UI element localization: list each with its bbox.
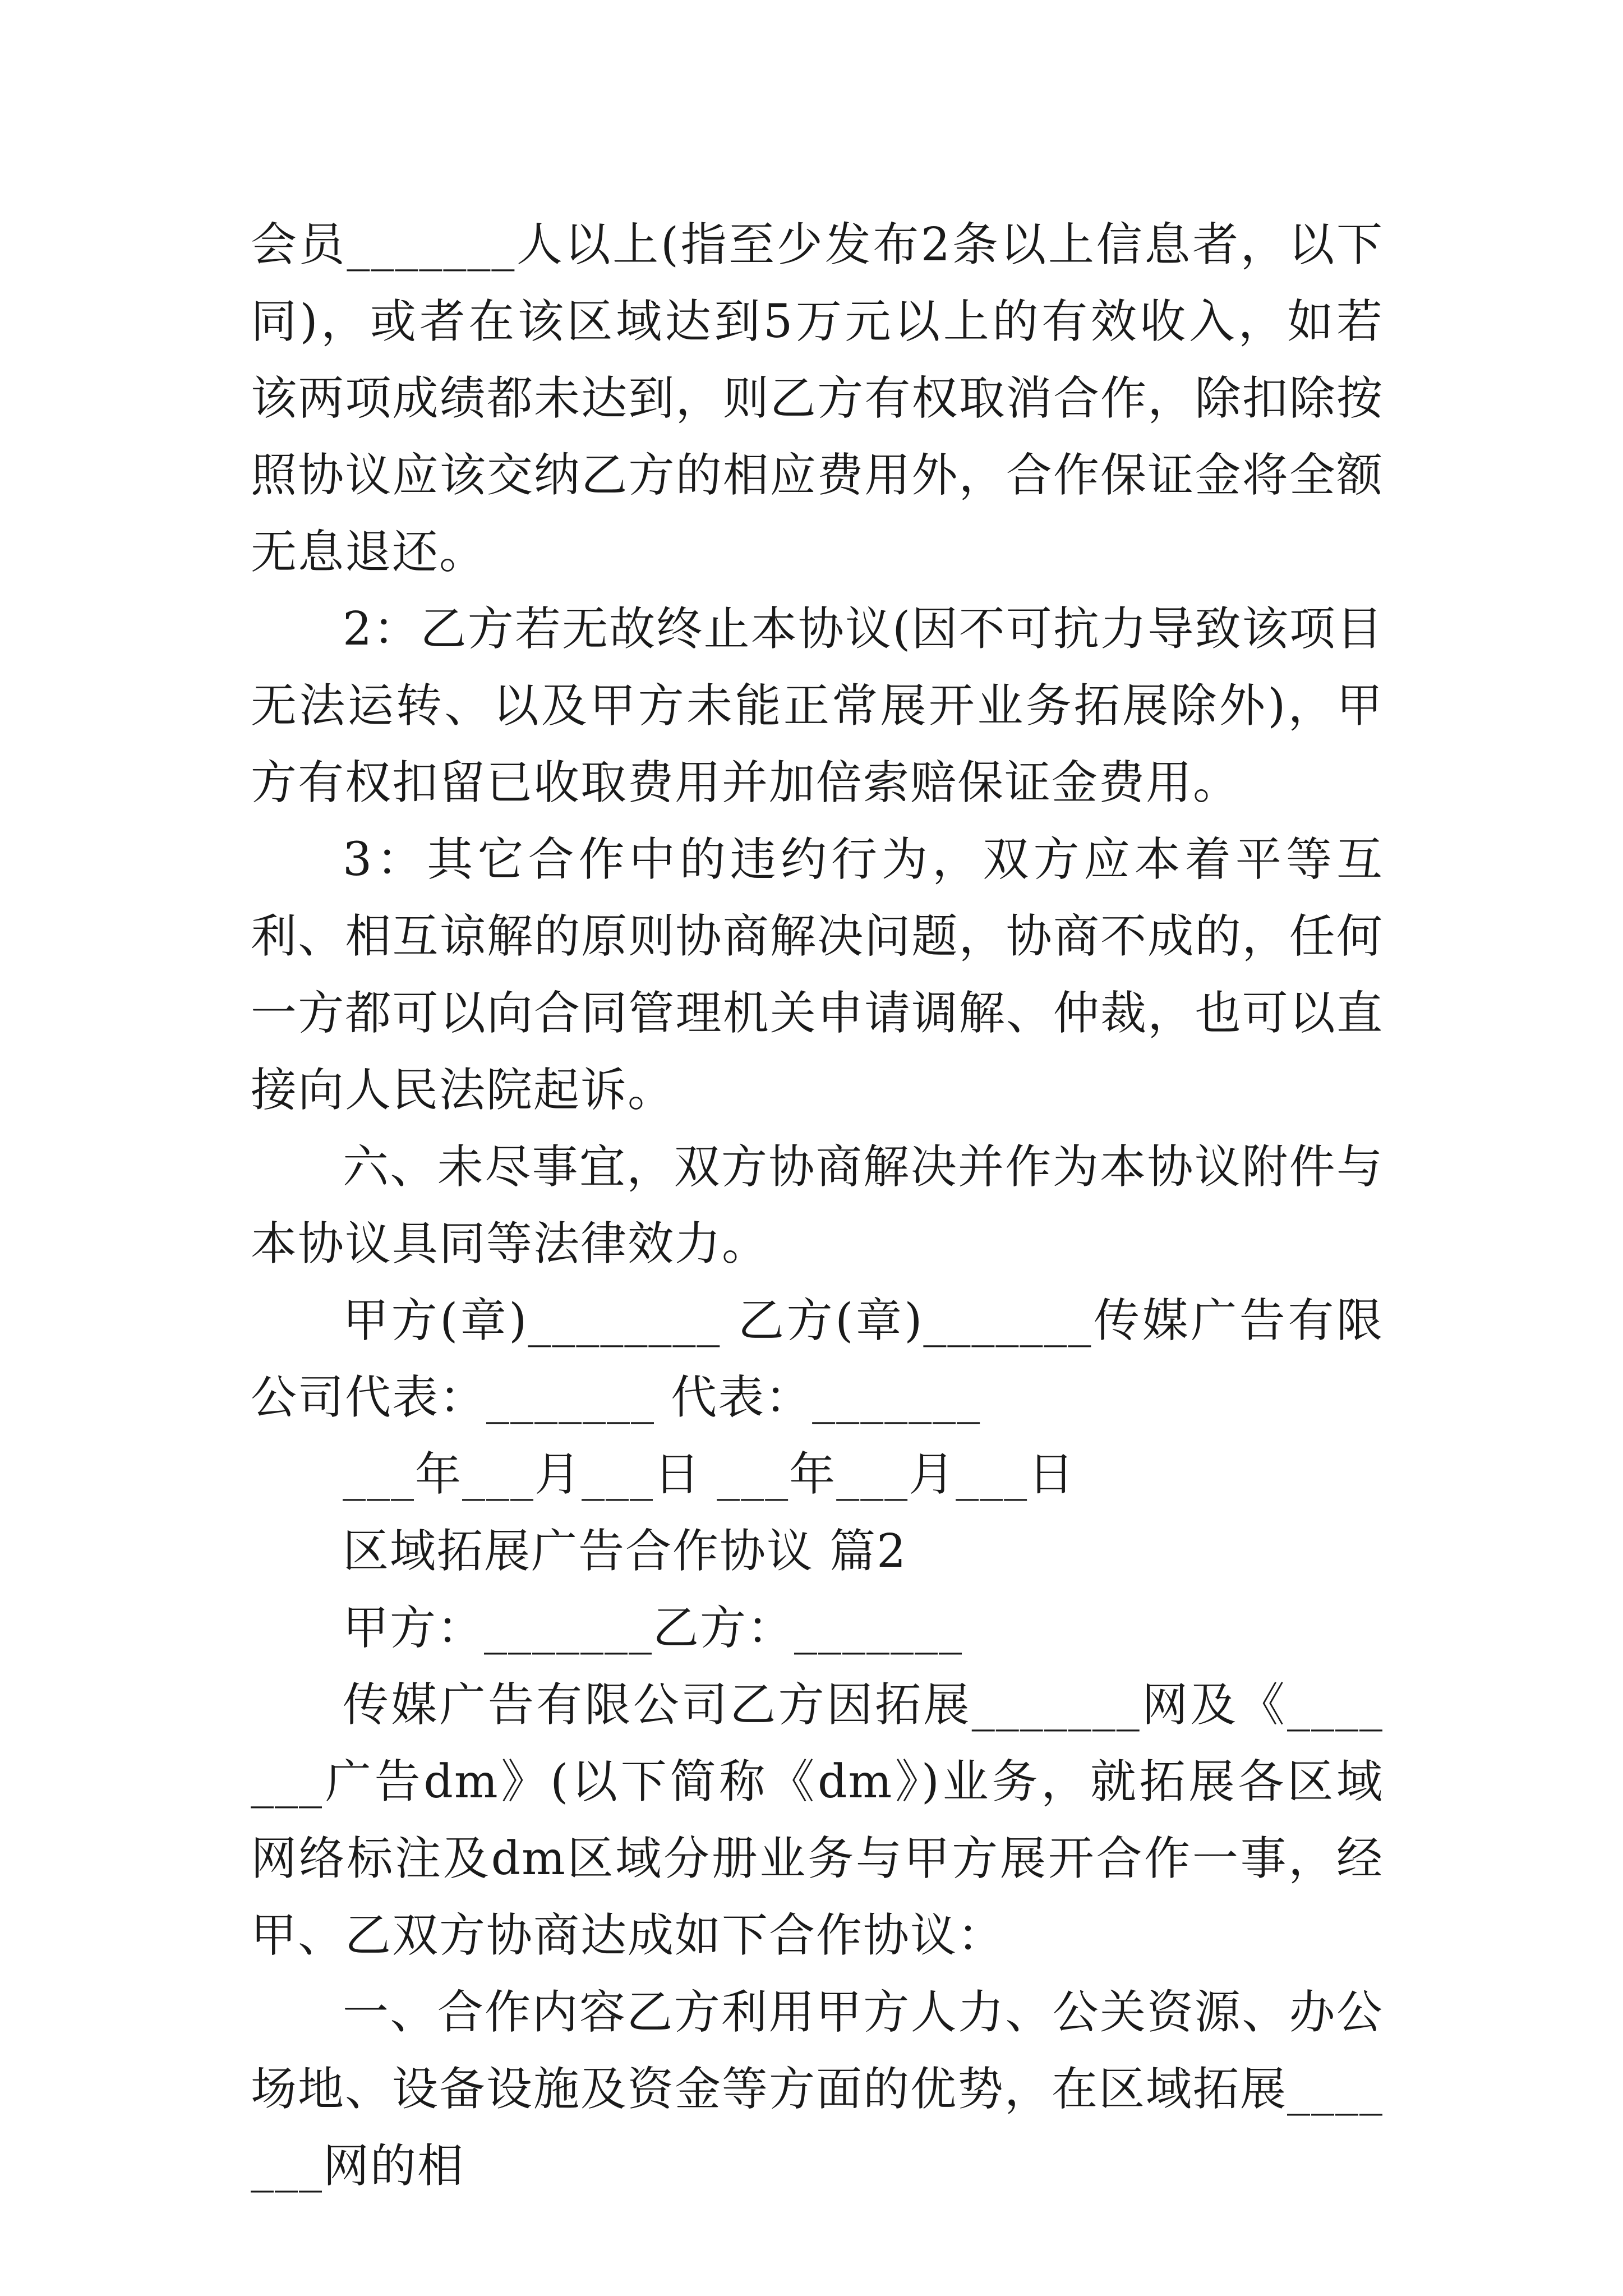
parties-line: 甲方：_______乙方：_______ [343, 1602, 963, 1655]
clause-paragraph-misc: 六、未尽事宜，双方协商解决并作为本协议附件与本协议具同等法律效力。 [251, 1140, 1384, 1271]
cooperation-content-paragraph: 一、合作内容乙方利用甲方人力、公关资源、办公场地、设备设施及资金等方面的优势，在区域拓展_______网的相 [251, 1986, 1384, 2193]
section-title: 区域拓展广告合作协议 篇2 [343, 1525, 907, 1578]
signature-date-line: ___年___月___日 ___年___月___日 [343, 1448, 1076, 1501]
clause-paragraph-continued: 会员_______人以上(指至少发布2条以上信息者，以下同)，或者在该区域达到5万元以上的有效收入，如若该两项成绩都未达到，则乙方有权取消合作，除扣除按照协议应该交纳乙方的相应费用外，合作保证金将全额无息退还。 [251, 218, 1384, 579]
clause-paragraph-termination: 2：乙方若无故终止本协议(因不可抗力导致该项目无法运转、以及甲方未能正常展开业务拓展除外)，甲方有权扣留已收取费用并加倍索赔保证金费用。 [251, 602, 1384, 809]
clause-paragraph-dispute: 3：其它合作中的违约行为，双方应本着平等互利、相互谅解的原则协商解决问题，协商不成的，任何一方都可以向合同管理机关申请调解、仲裁，也可以直接向人民法院起诉。 [251, 833, 1384, 1117]
preamble-paragraph: 传媒广告有限公司乙方因拓展_______网及《_______广告dm》(以下简称《dm》)业务，就拓展各区域网络标注及dm区域分册业务与甲方展开合作一事，经甲、乙双方协商达成如下合作协议： [251, 1678, 1384, 1962]
signature-block: 甲方(章)________ 乙方(章)_______传媒广告有限公司代表：_______ 代表：_______ [251, 1294, 1384, 1424]
document-body [251, 206, 1384, 2205]
